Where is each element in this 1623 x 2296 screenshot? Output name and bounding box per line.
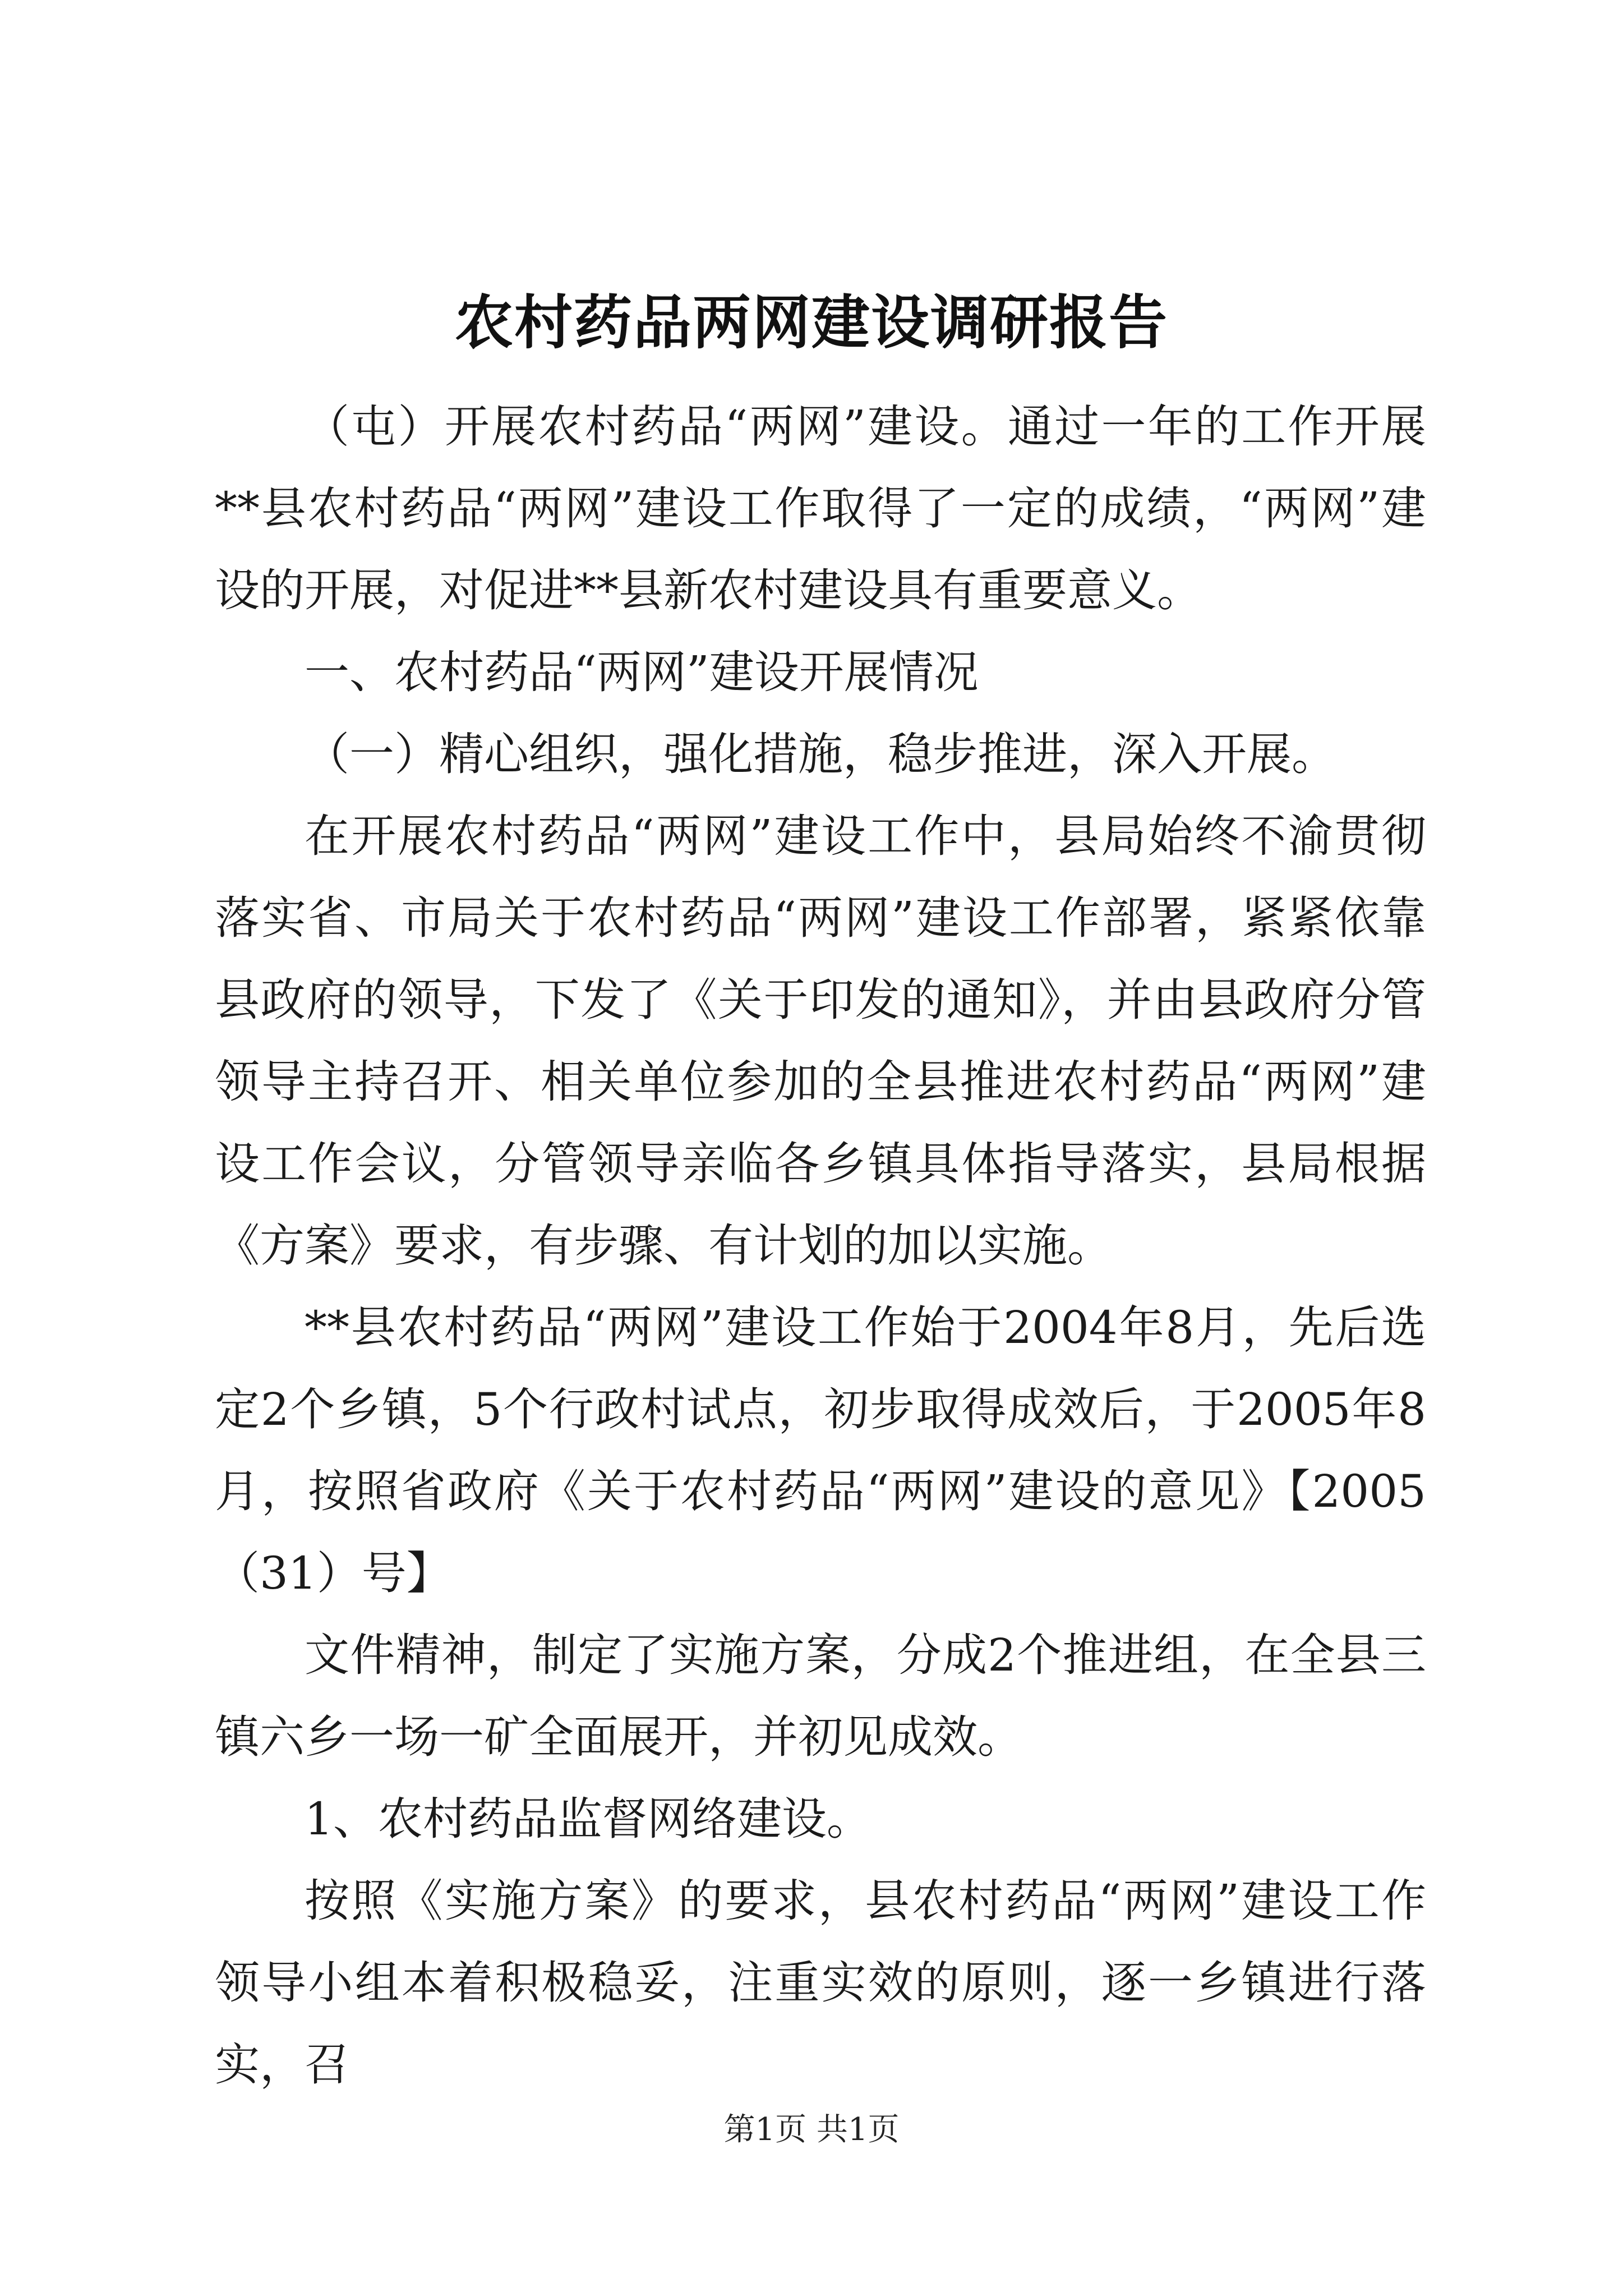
paragraph: 文件精神，制定了实施方案，分成2个推进组，在全县三镇六乡一场一矿全面展开，并初见成效。 (215, 1629, 1426, 1763)
paragraph: （屯）开展农村药品“两网”建设。通过一年的工作开展**县农村药品“两网”建设工作取得了一定的成绩，“两网”建设的开展，对促进**县新农村建设具有重要意义。 (215, 401, 1426, 616)
paragraph: **县农村药品“两网”建设工作始于2004年8月，先后选定2个乡镇，5个行政村试点，初步取得成效后，于2005年8月，按照省政府《关于农村药品“两网”建设的意见》【2005（31）号】 (215, 1301, 1426, 1599)
paragraph: 在开展农村药品“两网”建设工作中，县局始终不渝贯彻落实省、市局关于农村药品“两网”建设工作部署，紧紧依靠县政府的领导，下发了《关于印发的通知》，并由县政府分管领导主持召开、相关单位参加的全县推进农村药品“两网”建设工作会议，分管领导亲临各乡镇具体指导落实，县局根据《方案》要求，有步骤、有计划的加以实施。 (215, 810, 1426, 1272)
section-heading: 一、农村药品“两网”建设开展情况 (305, 646, 979, 698)
subsection-heading: 1、农村药品监督网络建设。 (305, 1793, 872, 1845)
paragraph: 按照《实施方案》的要求，县农村药品“两网”建设工作领导小组本着积极稳妥，注重实效的原则，逐一乡镇进行落实，召 (215, 1875, 1426, 2091)
document-title: 农村药品两网建设调研报告 (454, 288, 1168, 357)
subsection-heading: （一）精心组织，强化措施，稳步推进，深入开展。 (305, 728, 1336, 780)
page-footer: 第1页 共1页 (723, 2111, 900, 2148)
document-body (215, 386, 1426, 2106)
